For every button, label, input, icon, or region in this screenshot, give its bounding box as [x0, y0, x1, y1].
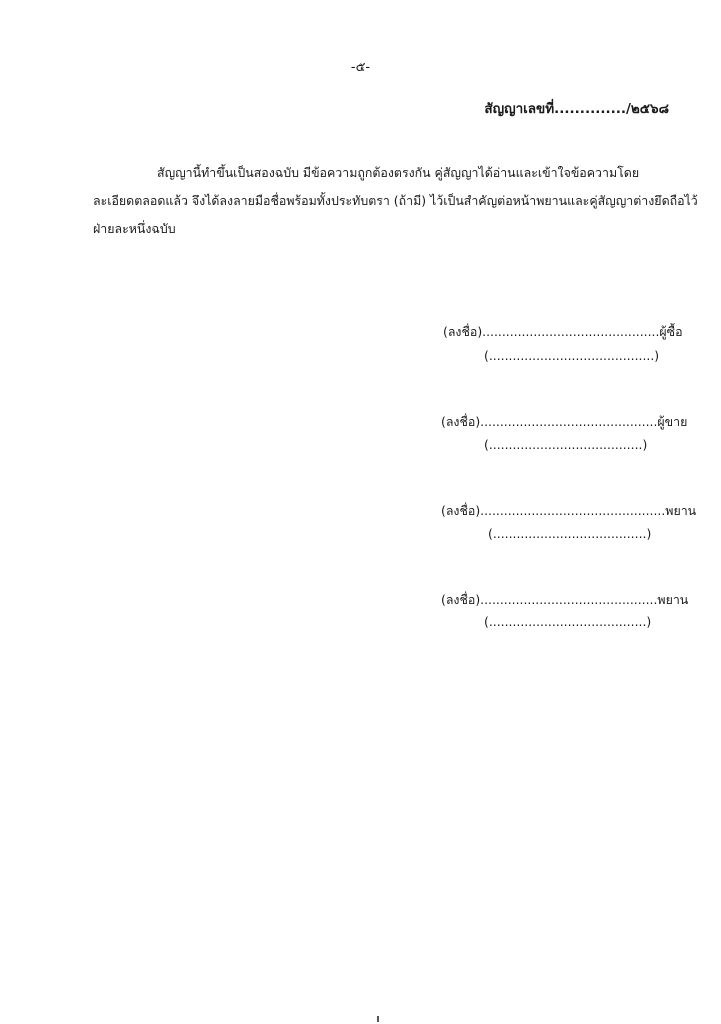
body-paragraph [93, 159, 698, 243]
seller-signature-line: (ลงชื่อ).............................................ผู้ขาย [441, 414, 688, 429]
seller-name-line: (.......................................) [484, 437, 648, 452]
witness-1-name-line: (.......................................) [488, 526, 652, 541]
witness-2-signature-line: (ลงชื่อ).............................................พยาน [441, 592, 689, 607]
scan-mark [377, 1016, 379, 1022]
paragraph-line-3: ฝ่ายละหนึ่งฉบับ [93, 221, 176, 236]
witness-2-name-line: (........................................) [484, 614, 652, 629]
contract-number: สัญญาเลขที่............../๒๕๖๘ [484, 101, 669, 117]
buyer-signature-line: (ลงชื่อ).............................................ผู้ซื้อ [443, 324, 683, 339]
witness-1-signature-line: (ลงชื่อ)...............................................พยาน [441, 503, 697, 518]
page-number: -๕- [350, 60, 371, 75]
paragraph-line-1: สัญญานี้ทำขึ้นเป็นสองฉบับ มีข้อความถูกต้องตรงกัน คู่สัญญาได้อ่านและเข้าใจข้อความโดย [157, 165, 640, 180]
paragraph-line-2: ละเอียดตลอดแล้ว จึงได้ลงลายมือชื่อพร้อมทั้งประทับตรา (ถ้ามี) ไว้เป็นสำคัญต่อหน้าพยานและคู่สัญญาต่างยึดถือไว้ [93, 193, 698, 208]
buyer-name-line: (..........................................) [484, 348, 660, 363]
